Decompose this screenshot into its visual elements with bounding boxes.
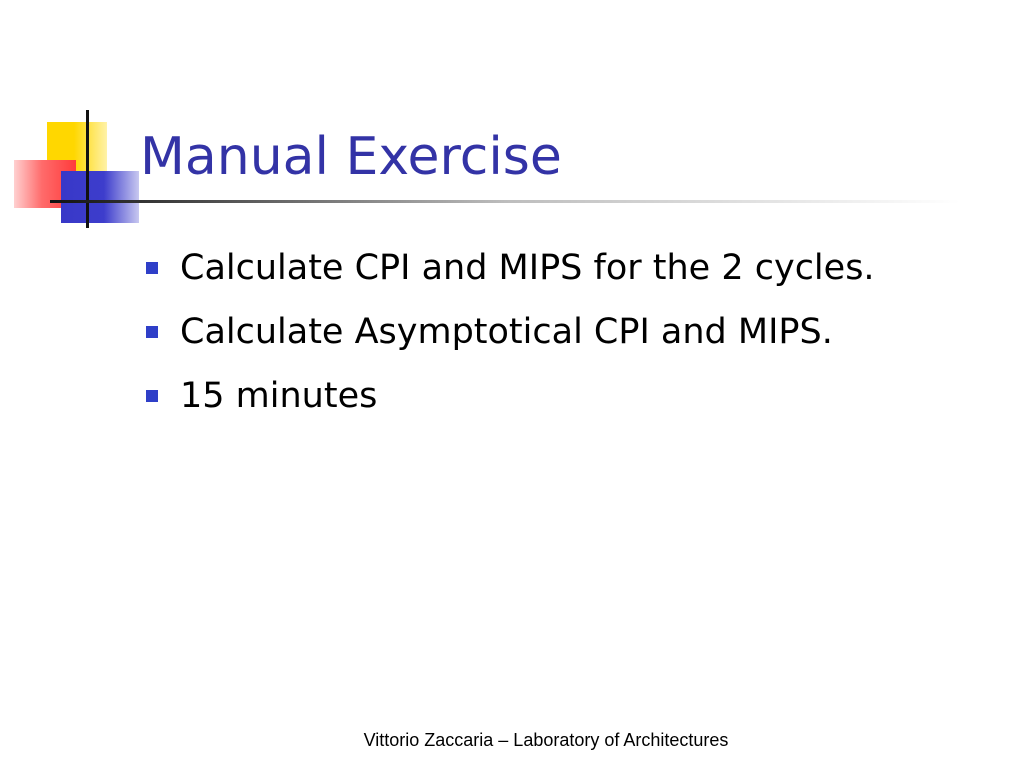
bullet-item: [146, 236, 875, 300]
bullet-text: 15 minutes: [180, 376, 378, 416]
slide-footer: Vittorio Zaccaria – Laboratory of Architectures: [363, 730, 729, 750]
corner-squares-logo: [0, 0, 150, 240]
bullet-text: Calculate Asymptotical CPI and MIPS.: [180, 312, 833, 352]
square-bullet-icon: [146, 262, 158, 274]
title-underline: [50, 200, 960, 203]
bullet-text: Calculate CPI and MIPS for the 2 cycles.: [180, 248, 875, 288]
slide-title: Manual Exercise: [140, 127, 562, 187]
bullet-list: [146, 236, 875, 428]
logo-vertical-line: [86, 110, 89, 228]
bullet-item: [146, 300, 875, 364]
square-bullet-icon: [146, 390, 158, 402]
bullet-item: [146, 364, 875, 428]
square-bullet-icon: [146, 326, 158, 338]
blue-square: [61, 171, 139, 223]
